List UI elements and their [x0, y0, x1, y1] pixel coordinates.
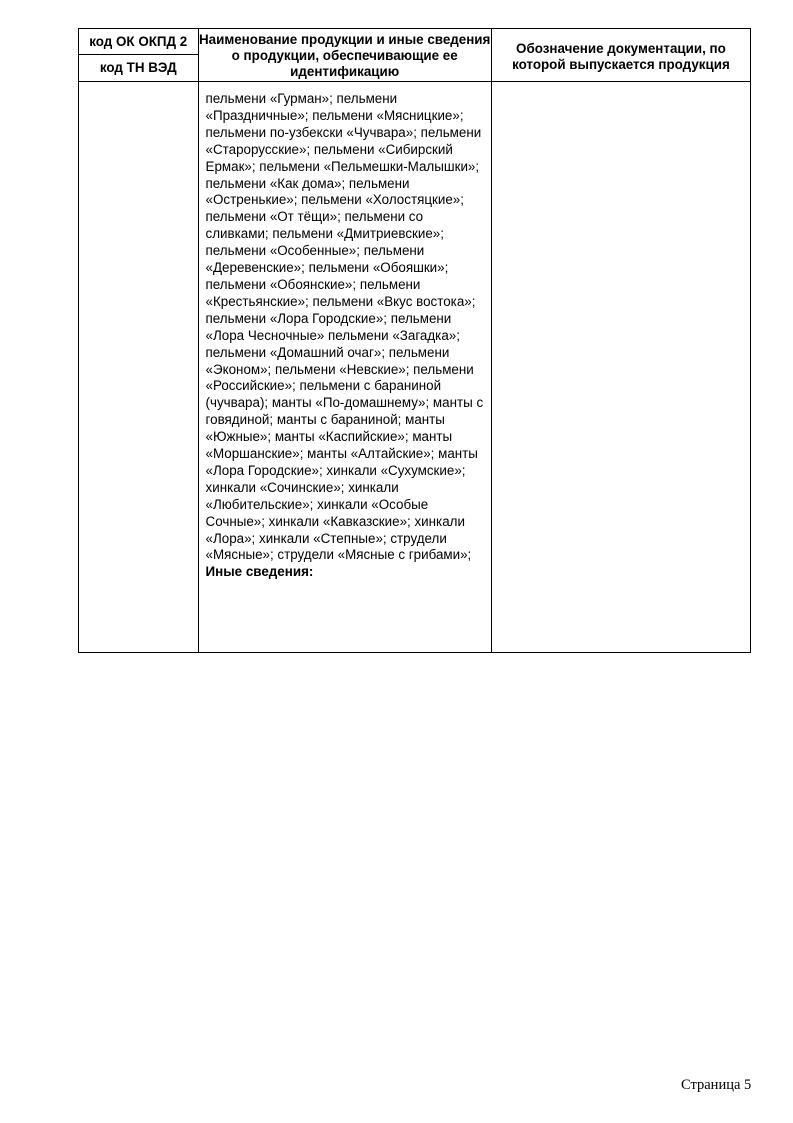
- header-product-name: Наименование продукции и иные сведения о продукции, обеспечивающие ее идентификацию: [198, 29, 491, 82]
- page-number: Страница 5: [681, 1077, 752, 1093]
- certificate-table: [78, 28, 751, 653]
- product-list-text: пельмени «Гурман»; пельмени «Праздничные»; пельмени «Мясницкие»; пельмени по-узбекски «Чучвара»; пельмени «Старорусские»; пельмени «Сибирский Ермак»; пельмени «Пельмешки-Малышки»; пельмени «Как дома»; пельмени «Остренькие»; пельмени «Холостяцкие»; пельмени «От тёщи»; пельмени со сливками; пельмени «Дмитриевские»; пельмени «Особенные»; пельмени «Деревенские»; пельмени «Обояшки»; пельмени «Обоянские»; пельмени «Крестьянские»; пельмени «Вкус востока»; пельмени «Лора Городские»; пельмени «Лора Чесночные» пельмени «Загадка»; пельмени «Домашний очаг»; пельмени «Эконом»; пельмени «Невские»; пельмени «Российские»; пельмени с бараниной (чучвара); манты «По-домашнему»; манты с говядиной; манты с бараниной; манты «Южные»; манты «Каспийские»; манты «Моршанские»; манты «Алтайские»; манты «Лора Городские»; хинкали «Сухумские»; хинкали «Сочинские»; хинкали «Любительские»; хинкали «Особые Сочные»; хинкали «Кавказские»; хинкали «Лора»; хинкали «Степные»; струдели «Мясные»; струдели «Мясные с грибами»;: [205, 91, 484, 563]
- header-tnved-code: код ТН ВЭД: [79, 55, 199, 82]
- other-info-label: Иные сведения:: [205, 564, 314, 580]
- header-okpd-code: код ОК ОКПД 2: [79, 29, 199, 55]
- header-documentation: Обозначение документации, по которой выпускается продукция: [491, 29, 750, 82]
- table-row: [79, 82, 751, 653]
- row-product-cell: [198, 82, 491, 653]
- row-okpd-code: [79, 82, 199, 653]
- row-documentation: [491, 82, 750, 653]
